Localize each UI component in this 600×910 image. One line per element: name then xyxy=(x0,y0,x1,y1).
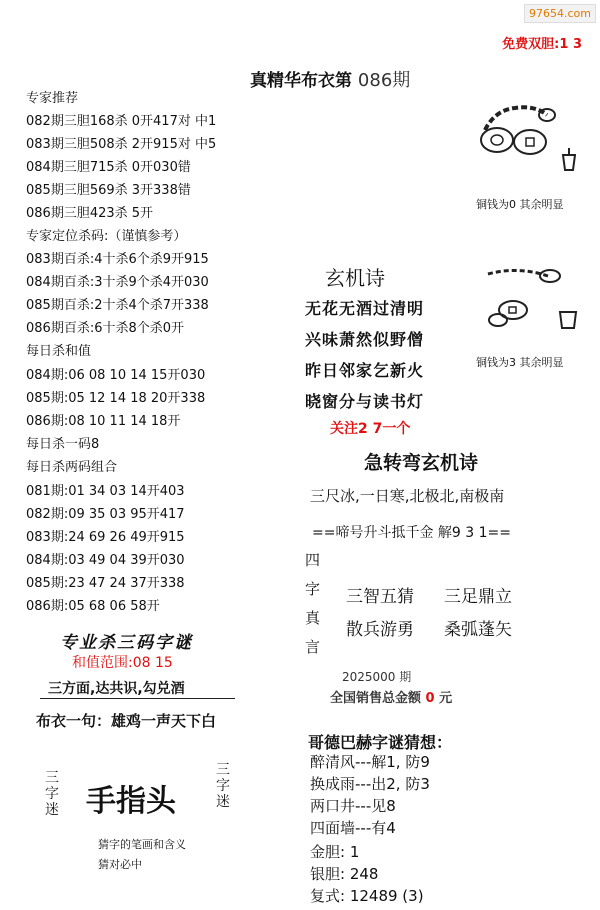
goldbach-line: 复式: 12489 (3) xyxy=(310,887,424,905)
goldbach-line: 两口井---见8 xyxy=(310,797,396,815)
riddle-left-label: 三字迷 xyxy=(45,770,59,818)
daily-sum-heading: 每日杀和值 xyxy=(26,344,92,359)
riddle-note: 猜字的笔画和含义 xyxy=(98,838,186,851)
daily-one-text: 每日杀一码8 xyxy=(26,437,100,452)
expert-line: 082期三胆168杀 0开417对 中1 xyxy=(26,114,217,129)
expert-line: 083期三胆508杀 2开915对 中5 xyxy=(26,137,217,152)
expert-heading: 专家推荐 xyxy=(26,91,79,106)
goldbach-line: 换成雨---出2, 防3 xyxy=(310,775,430,793)
sales-total: 全国销售总金额 0 元 xyxy=(330,691,453,706)
four-words-item: 三足鼎立 xyxy=(444,587,512,607)
three-code-heading: 专业杀三码字谜 xyxy=(60,633,193,653)
sales-amount: 0 xyxy=(425,691,435,706)
goldbach-line: 四面墙---有4 xyxy=(310,819,396,837)
four-words-item: 桑弧蓬矢 xyxy=(444,620,512,640)
daily-sum-line: 085期:05 12 14 18 20开338 xyxy=(26,391,206,406)
position-kill-line: 085期百杀:2十杀4个杀7开338 xyxy=(26,298,209,313)
four-words-label: 四 字 真 言 xyxy=(305,551,321,656)
position-kill-line: 086期百杀:6十杀8个杀0开 xyxy=(26,321,185,336)
sales-issue: 2025000 期 xyxy=(342,670,412,684)
riddle-right-label: 三字迷 xyxy=(216,762,230,810)
xuanji-heading: 玄机诗 xyxy=(325,266,385,290)
daily-two-line: 086期:05 68 06 58开 xyxy=(26,599,160,614)
three-code-phrase: 三方面,达共识,勾兑酒 xyxy=(48,681,185,697)
daily-two-line: 082期:09 35 03 95开417 xyxy=(26,507,185,522)
coin-chain-icon xyxy=(475,100,585,189)
poem-line: 昨日邻家乞新火 xyxy=(305,361,425,380)
goldbach-line: 醉清风---解1, 防9 xyxy=(310,753,430,771)
riddle-main-text: 手指头 xyxy=(86,784,176,819)
title-issue: 086期 xyxy=(357,70,411,91)
position-kill-line: 084期百杀:3十杀9个杀4开030 xyxy=(26,275,209,290)
coin-caption: 铜钱为3 其余明显 xyxy=(476,356,564,369)
position-kill-line: 083期百杀:4十杀6个杀9开915 xyxy=(26,252,209,267)
page-title xyxy=(250,66,410,92)
turn-heading: 急转弯玄机诗 xyxy=(364,452,479,474)
turn-slogan: ==啼号升斗抵千金 解9 3 1== xyxy=(312,525,511,541)
daily-two-line: 081期:01 34 03 14开403 xyxy=(26,484,185,499)
goldbach-line: 金胆: 1 xyxy=(310,843,360,861)
coin-caption: 铜钱为0 其余明显 xyxy=(476,198,564,211)
expert-line: 084期三胆715杀 0开030错 xyxy=(26,160,191,175)
four-words-item: 三智五猜 xyxy=(346,587,414,607)
daily-two-line: 084期:03 49 04 39开030 xyxy=(26,553,185,568)
daily-sum-line: 086期:08 10 11 14 18开 xyxy=(26,414,181,429)
expert-line: 086期三胆423杀 5开 xyxy=(26,206,154,221)
turn-line: 三尺冰,一日寒,北极北,南极南 xyxy=(310,487,505,505)
position-kill-heading: 专家定位杀码:（谨慎参考） xyxy=(26,229,187,244)
title-text: 真精华布衣第 xyxy=(250,71,352,91)
poem-line: 无花无酒过清明 xyxy=(305,299,425,318)
focus-text: 关注2 7一个 xyxy=(330,421,411,437)
sum-range-text: 和值范围:08 15 xyxy=(72,655,173,671)
goldbach-heading: 哥德巴赫字谜猜想： xyxy=(308,733,453,752)
site-badge: 97654.com xyxy=(524,4,596,23)
coin-chain-icon xyxy=(478,262,588,351)
goldbach-line: 银胆: 248 xyxy=(310,865,379,883)
riddle-note: 猜对必中 xyxy=(98,858,142,871)
free-double-text: 免费双胆:1 3 xyxy=(502,37,582,52)
daily-two-heading: 每日杀两码组合 xyxy=(26,460,118,475)
poem-line: 晓窗分与读书灯 xyxy=(305,392,425,411)
expert-line: 085期三胆569杀 3开338错 xyxy=(26,183,191,198)
daily-two-line: 083期:24 69 26 49开915 xyxy=(26,530,185,545)
divider xyxy=(40,698,235,699)
four-words-item: 散兵游勇 xyxy=(346,620,414,640)
daily-two-line: 085期:23 47 24 37开338 xyxy=(26,576,185,591)
daily-sum-line: 084期:06 08 10 14 15开030 xyxy=(26,368,206,383)
poem-line: 兴味萧然似野僧 xyxy=(305,330,425,349)
buyi-sentence: 布衣一句：雄鸡一声天下白 xyxy=(36,712,217,730)
